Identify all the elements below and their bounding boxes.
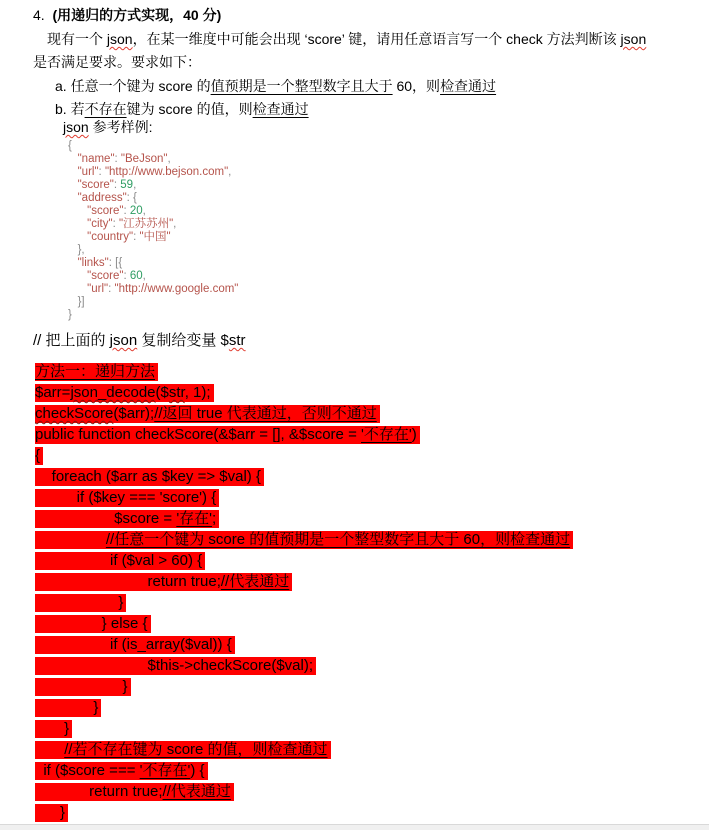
text-line: checkScore($arr);//返回 true 代表通过，否则不通过 xyxy=(35,405,573,426)
text-line: 现有一个 json，在某一维度中可能会出现 ‘score’ 键，请用任意语言写一个 check 方法判断该 json xyxy=(47,31,647,47)
text-line: } xyxy=(35,720,573,741)
text-line: } xyxy=(35,678,573,699)
text-line: 4. (用递归的方式实现，40 分) xyxy=(33,7,222,23)
text-line: $this->checkScore($val); xyxy=(35,657,573,678)
text-line: foreach ($arr as $key => $val) { xyxy=(35,468,573,489)
copy-json-comment xyxy=(33,332,246,350)
text-line: 是否满足要求。要求如下： xyxy=(33,54,201,70)
text-line: public function checkScore(&$arr = [], &$score = '不存在') xyxy=(35,426,573,447)
json-sample-label xyxy=(63,119,152,136)
json-sample-code xyxy=(68,140,238,322)
text-line: // 把上面的 json 复制给变量 $str xyxy=(33,332,246,349)
solution-code-highlighted xyxy=(35,363,573,825)
text-line: "url": "http://www.bejson.com", xyxy=(77,166,232,178)
text-line: 方法一：递归方法 xyxy=(35,363,573,384)
text-line: a. 任意一个键为 score 的值预期是一个整型数字且大于 60，则检查通过 xyxy=(55,78,497,94)
text-line: "score": 59, xyxy=(77,179,137,191)
text-line: } xyxy=(68,309,72,321)
text-line: json 参考样例: xyxy=(63,119,153,135)
requirement-item-b xyxy=(55,101,309,118)
question-intro-line-1 xyxy=(47,31,646,48)
text-line: if (is_array($val)) { xyxy=(35,636,573,657)
text-line: //若不存在键为 score 的值，则检查通过 xyxy=(35,741,573,762)
text-line: if ($val > 60) { xyxy=(35,552,573,573)
question-intro-line-2 xyxy=(33,54,201,71)
text-line: $arr=json_decode($str, 1); xyxy=(35,384,573,405)
text-line: if ($score === '不存在') { xyxy=(35,762,573,783)
text-line: return true;//代表通过 xyxy=(35,783,573,804)
window-bottom-edge xyxy=(0,824,709,830)
text-line: { xyxy=(68,140,72,152)
text-line: "country": "中国" xyxy=(87,231,171,243)
question-header xyxy=(33,7,221,24)
text-line: } xyxy=(35,699,573,720)
text-line: if ($key === 'score') { xyxy=(35,489,573,510)
text-line: "score": 20, xyxy=(87,205,146,217)
text-line: "name": "BeJson", xyxy=(77,153,171,165)
text-line: b. 若不存在键为 score 的值，则检查通过 xyxy=(55,101,309,117)
text-line: "address": { xyxy=(77,192,137,204)
text-line: { xyxy=(35,447,573,468)
text-line: } xyxy=(35,594,573,615)
text-line: }, xyxy=(68,244,85,256)
text-line: "score": 60, xyxy=(87,270,146,282)
text-line: "url": "http://www.google.com" xyxy=(87,283,239,295)
text-line: } else { xyxy=(35,615,573,636)
text-line: $score = '存在'; xyxy=(35,510,573,531)
text-line: "links": [{ xyxy=(77,257,123,269)
text-line: }] xyxy=(68,296,85,308)
text-line: return true;//代表通过 xyxy=(35,573,573,594)
text-line: } xyxy=(35,804,573,825)
requirement-item-a xyxy=(55,78,496,95)
text-line: "city": "江苏苏州", xyxy=(87,218,177,230)
text-line: //任意一个键为 score 的值预期是一个整型数字且大于 60，则检查通过 xyxy=(35,531,573,552)
